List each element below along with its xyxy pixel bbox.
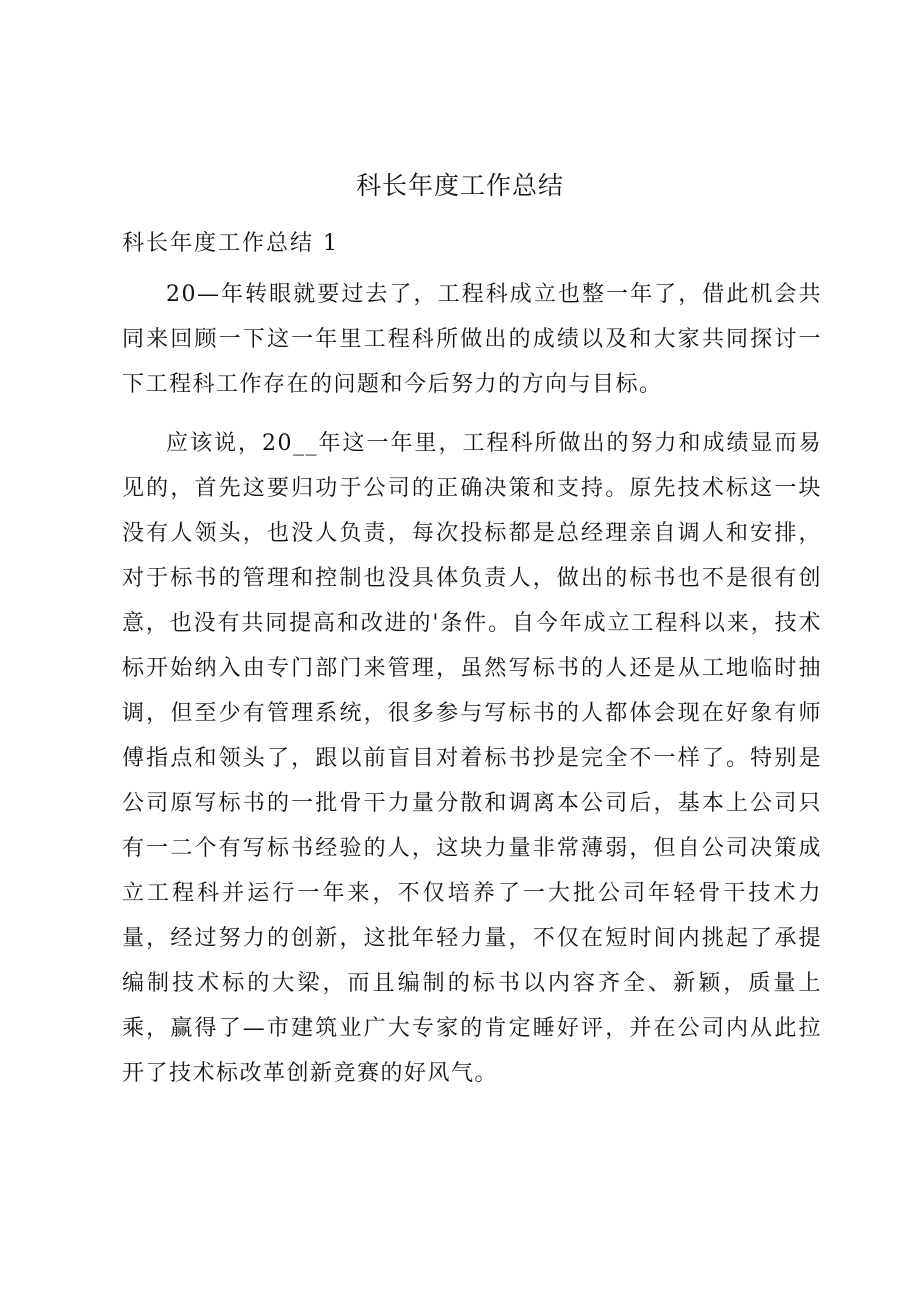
section-heading: 科长年度工作总结 1 bbox=[122, 231, 339, 256]
paragraph-2: 应该说，20__年这一年里，工程科所做出的努力和成绩显而易见的，首先这要归功于公司的正确决策和支持。原先技术标这一块没有人领头，也没人负责，每次投标都是总经理亲自调人和安排，对于标书的管理和控制也没具体负责人，做出的标书也不是很有创意，也没有共同提高和改进的'条件。自今年成立工程科以来，技术标开始纳入由专门部门来管理，虽然写标书的人还是从工地临时抽调，但至少有管理系统，很多参与写标书的人都体会现在好象有师傅指点和领头了，跟以前盲目对着标书抄是完全不一样了。特别是公司原写标书的一批骨干力量分散和调离本公司后，基本上公司只有一二个有写标书经验的人，这块力量非常薄弱，但自公司决策成立工程科并运行一年来，不仅培养了一大批公司年轻骨干技术力量，经过努力的创新，这批年轻力量，不仅在短时间内挑起了承提编制技术标的大梁，而且编制的标书以内容齐全、新颖，质量上乘，赢得了—市建筑业广大专家的肯定睡好评，并在公司内从此拉开了技术标改革创新竞赛的好风气。 bbox=[122, 431, 822, 1086]
document-body bbox=[122, 272, 822, 1110]
document-title: 科长年度工作总结 bbox=[355, 171, 564, 200]
paragraph-1: 20—年转眼就要过去了，工程科成立也整一年了，借此机会共同来回顾一下这一年里工程科所做出的成绩以及和大家共同探讨一下工程科工作存在的问题和今后努力的方向与目标。 bbox=[122, 282, 822, 397]
